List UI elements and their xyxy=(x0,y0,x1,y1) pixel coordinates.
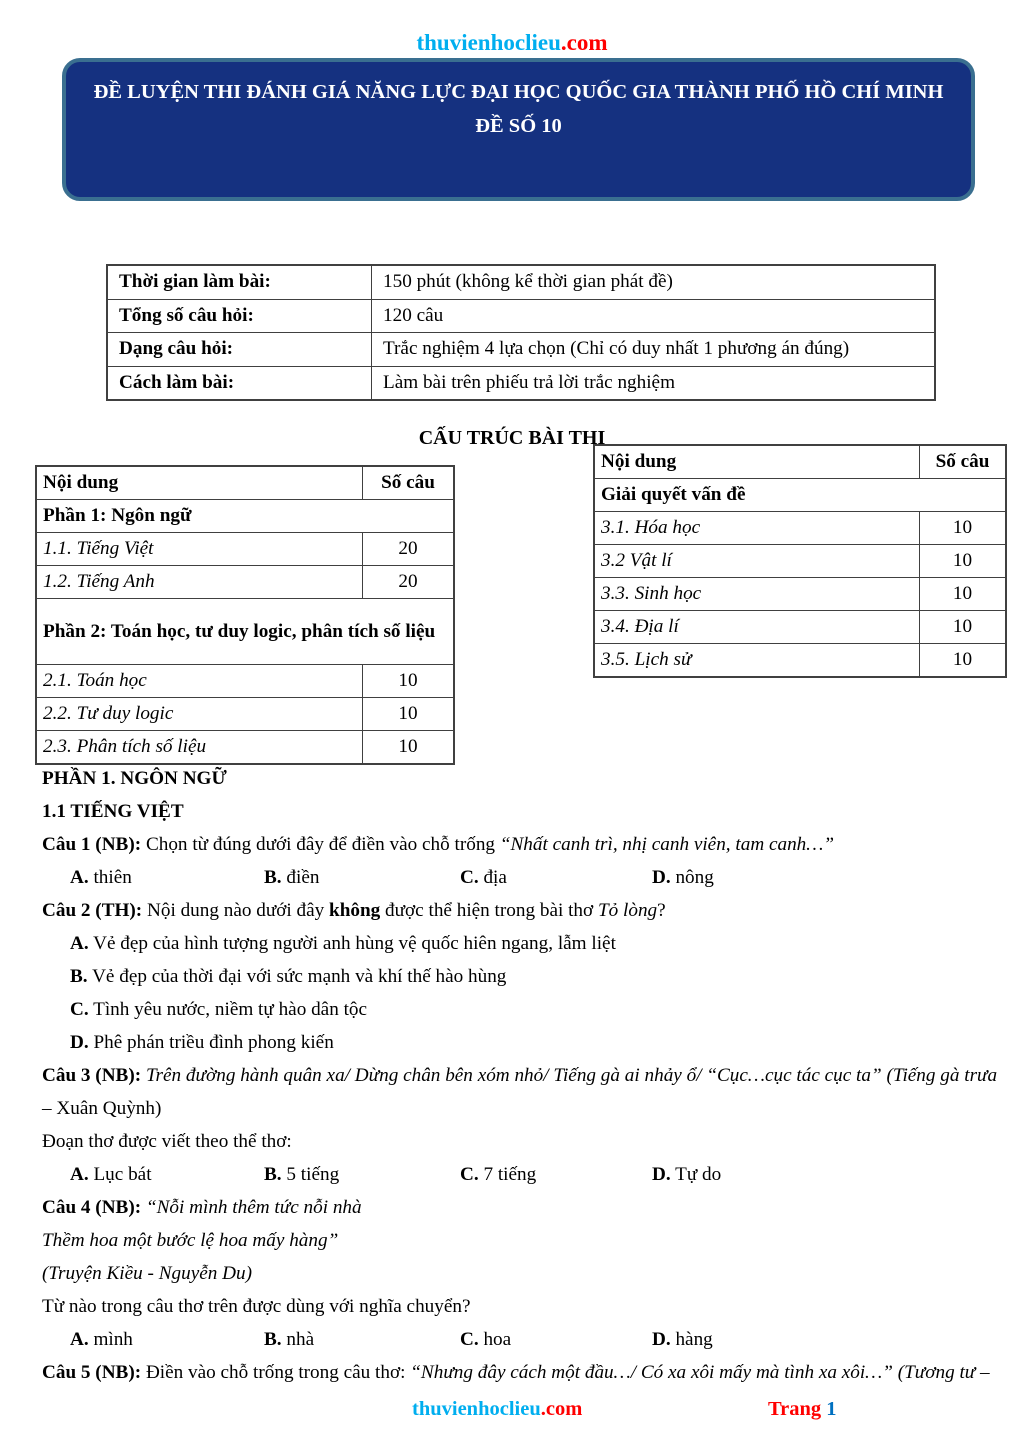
option-c xyxy=(460,1158,536,1191)
option-letter: D. xyxy=(652,1329,671,1350)
option-b xyxy=(264,1158,339,1191)
page-number xyxy=(768,1398,837,1421)
option-letter: B. xyxy=(264,1164,282,1185)
item-label: 2.3. Phân tích số liệu xyxy=(36,731,363,765)
structure-table-right xyxy=(593,444,1007,678)
question-4-poem-line1: “Nỗi mình thêm tức nỗi nhà xyxy=(145,1197,362,1218)
option-text: hàng xyxy=(675,1329,713,1350)
table-row xyxy=(36,533,454,566)
column-header-count: Số câu xyxy=(920,445,1007,479)
question-1-text: Chọn từ đúng dưới đây để điền vào chỗ trống xyxy=(145,834,496,855)
option-letter: B. xyxy=(70,966,88,987)
item-label: 2.1. Toán học xyxy=(36,665,363,698)
table-row xyxy=(36,566,454,599)
option-text: Vẻ đẹp của hình tượng người anh hùng vệ quốc hiên ngang, lẫm liệt xyxy=(93,933,616,954)
question-4-poem-line2: Thềm hoa một bước lệ hoa mấy hàng” xyxy=(42,1230,339,1251)
table-row xyxy=(107,265,935,299)
option-letter: D. xyxy=(70,1032,89,1053)
info-label: Cách làm bài: xyxy=(107,366,372,400)
option-d xyxy=(652,861,714,894)
item-label: 3.2 Vật lí xyxy=(594,545,920,578)
option-text: nông xyxy=(675,867,714,888)
option-letter: B. xyxy=(264,1329,282,1350)
item-count: 10 xyxy=(363,665,455,698)
table-row xyxy=(594,512,1006,545)
site-name: thuvienhoclieu xyxy=(416,30,561,55)
table-row xyxy=(107,299,935,333)
option-letter: A. xyxy=(70,933,89,954)
item-count: 20 xyxy=(363,566,455,599)
option-a xyxy=(70,1158,152,1191)
option-letter: A. xyxy=(70,1329,89,1350)
option-b xyxy=(264,861,319,894)
option-text: điền xyxy=(286,867,320,888)
table-header-row xyxy=(594,445,1006,479)
question-2-suffix: ? xyxy=(657,900,666,921)
option-letter: A. xyxy=(70,867,89,888)
question-2-work-title: Tỏ lòng xyxy=(597,900,658,921)
table-row xyxy=(594,479,1006,512)
section-label: Giải quyết vấn đề xyxy=(594,479,1006,512)
table-row xyxy=(107,333,935,367)
info-value: 120 câu xyxy=(372,299,936,333)
option-d xyxy=(652,1323,713,1356)
option-letter: C. xyxy=(70,999,89,1020)
table-row xyxy=(594,611,1006,644)
item-count: 10 xyxy=(920,644,1007,678)
info-label: Dạng câu hỏi: xyxy=(107,333,372,367)
question-3-prompt: Đoạn thơ được viết theo thể thơ: xyxy=(42,1131,292,1152)
item-count: 10 xyxy=(363,731,455,765)
item-label: 2.2. Tư duy logic xyxy=(36,698,363,731)
item-label: 1.2. Tiếng Anh xyxy=(36,566,363,599)
page-number-value: 1 xyxy=(826,1398,837,1420)
info-value: 150 phút (không kể thời gian phát đề) xyxy=(372,265,936,299)
option-c xyxy=(460,861,507,894)
item-label: 3.1. Hóa học xyxy=(594,512,920,545)
site-header xyxy=(0,30,1024,56)
option-b xyxy=(264,1323,314,1356)
item-count: 10 xyxy=(920,512,1007,545)
item-count: 10 xyxy=(363,698,455,731)
exam-info-table xyxy=(106,264,936,401)
info-value: Làm bài trên phiếu trả lời trắc nghiệm xyxy=(372,366,936,400)
section-label: Phần 2: Toán học, tư duy logic, phân tích số liệu xyxy=(36,599,454,665)
option-letter: D. xyxy=(652,1164,671,1185)
table-row xyxy=(594,578,1006,611)
item-label: 3.4. Địa lí xyxy=(594,611,920,644)
question-2-option-a xyxy=(42,927,985,960)
structure-heading: CẤU TRÚC BÀI THI xyxy=(418,427,606,449)
option-text: Tự do xyxy=(675,1164,722,1185)
banner-title-line2: ĐỀ SỐ 10 xyxy=(475,115,562,137)
item-count: 10 xyxy=(920,545,1007,578)
page-label: Trang xyxy=(768,1398,822,1420)
question-4-source: (Truyện Kiều - Nguyễn Du) xyxy=(42,1263,252,1284)
question-1-label: Câu 1 (NB): xyxy=(42,834,142,855)
option-text: Lục bát xyxy=(93,1164,152,1185)
option-text: nhà xyxy=(286,1329,315,1350)
question-4-stem xyxy=(42,1191,985,1224)
option-letter: D. xyxy=(652,867,671,888)
item-label: 3.3. Sinh học xyxy=(594,578,920,611)
question-2-option-d xyxy=(42,1026,985,1059)
question-4-options xyxy=(42,1323,985,1356)
question-5-stem xyxy=(42,1356,990,1389)
footer-site-name: thuvienhoclieu xyxy=(412,1398,541,1420)
option-text: Vẻ đẹp của thời đại với sức mạnh và khí thế hào hùng xyxy=(92,966,507,987)
question-1-stem xyxy=(42,828,985,861)
option-a xyxy=(70,861,132,894)
question-2-option-c xyxy=(42,993,985,1026)
question-2-text: Nội dung nào dưới đây xyxy=(147,900,325,921)
option-text: thiên xyxy=(93,867,132,888)
question-3-options xyxy=(42,1158,985,1191)
question-1-options xyxy=(42,861,985,894)
column-header-content: Nội dung xyxy=(594,445,920,479)
part-heading: PHẦN 1. NGÔN NGỮ xyxy=(42,768,227,789)
info-label: Thời gian làm bài: xyxy=(107,265,372,299)
option-text: 5 tiếng xyxy=(286,1164,340,1185)
question-2-option-b xyxy=(42,960,985,993)
table-row xyxy=(36,599,454,665)
item-count: 10 xyxy=(920,578,1007,611)
option-letter: C. xyxy=(460,1164,479,1185)
column-header-content: Nội dung xyxy=(36,466,363,500)
structure-table-left xyxy=(35,465,455,765)
question-5-label: Câu 5 (NB): xyxy=(42,1362,142,1383)
table-row xyxy=(36,500,454,533)
title-banner xyxy=(62,58,975,201)
table-row xyxy=(36,665,454,698)
section-heading: 1.1 TIẾNG VIỆT xyxy=(42,801,184,822)
column-header-count: Số câu xyxy=(363,466,455,500)
footer-site-link xyxy=(412,1398,582,1421)
table-row xyxy=(594,545,1006,578)
question-4-label: Câu 4 (NB): xyxy=(42,1197,142,1218)
question-3-label: Câu 3 (NB): xyxy=(42,1065,142,1086)
question-4-prompt: Từ nào trong câu thơ trên được dùng với nghĩa chuyển? xyxy=(42,1296,471,1317)
option-text: hoa xyxy=(483,1329,512,1350)
option-d xyxy=(652,1158,721,1191)
item-count: 10 xyxy=(920,611,1007,644)
footer-site-tld: .com xyxy=(540,1398,583,1420)
option-letter: B. xyxy=(264,867,282,888)
question-5-quote: “Nhưng đây cách một đầu…/ Có xa xôi mấy mà tình xa xôi…” (Tương tư – xyxy=(410,1362,990,1383)
question-5-text: Điền vào chỗ trống trong câu thơ: xyxy=(145,1362,406,1383)
question-body xyxy=(42,762,998,1389)
option-a xyxy=(70,1323,133,1356)
question-2-bold-word: không xyxy=(329,900,381,921)
item-label: 3.5. Lịch sử xyxy=(594,644,920,678)
option-text: Tình yêu nước, niềm tự hào dân tộc xyxy=(93,999,368,1020)
table-row xyxy=(36,731,454,765)
option-text: Phê phán triều đình phong kiến xyxy=(93,1032,334,1053)
question-2-text: được thể hiện trong bài thơ xyxy=(385,900,594,921)
site-tld: .com xyxy=(560,30,608,55)
table-row xyxy=(107,366,935,400)
table-header-row xyxy=(36,466,454,500)
question-1-quote: “Nhất canh trì, nhị canh viên, tam canh…” xyxy=(499,834,834,855)
question-2-stem xyxy=(42,894,985,927)
question-3-stem xyxy=(42,1059,998,1092)
option-letter: C. xyxy=(460,1329,479,1350)
option-c xyxy=(460,1323,511,1356)
info-value: Trắc nghiệm 4 lựa chọn (Chỉ có duy nhất 1 phương án đúng) xyxy=(372,333,936,367)
section-label: Phần 1: Ngôn ngữ xyxy=(36,500,454,533)
table-row xyxy=(36,698,454,731)
table-row xyxy=(594,644,1006,678)
info-label: Tổng số câu hỏi: xyxy=(107,299,372,333)
question-3-poem: Trên đường hành quân xa/ Dừng chân bên xóm nhỏ/ Tiếng gà ai nhảy ổ/ “Cục…cục tác cục ta” (Tiếng gà trưa xyxy=(145,1065,998,1086)
item-count: 20 xyxy=(363,533,455,566)
option-letter: A. xyxy=(70,1164,89,1185)
item-label: 1.1. Tiếng Việt xyxy=(36,533,363,566)
banner-title-line1: ĐỀ LUYỆN THI ĐÁNH GIÁ NĂNG LỰC ĐẠI HỌC QUỐC GIA THÀNH PHỐ HỒ CHÍ MINH xyxy=(93,81,944,103)
option-letter: C. xyxy=(460,867,479,888)
option-text: 7 tiếng xyxy=(483,1164,537,1185)
option-text: địa xyxy=(483,867,507,888)
option-text: mình xyxy=(93,1329,133,1350)
question-2-label: Câu 2 (TH): xyxy=(42,900,143,921)
question-3-source: – Xuân Quỳnh) xyxy=(42,1098,162,1119)
